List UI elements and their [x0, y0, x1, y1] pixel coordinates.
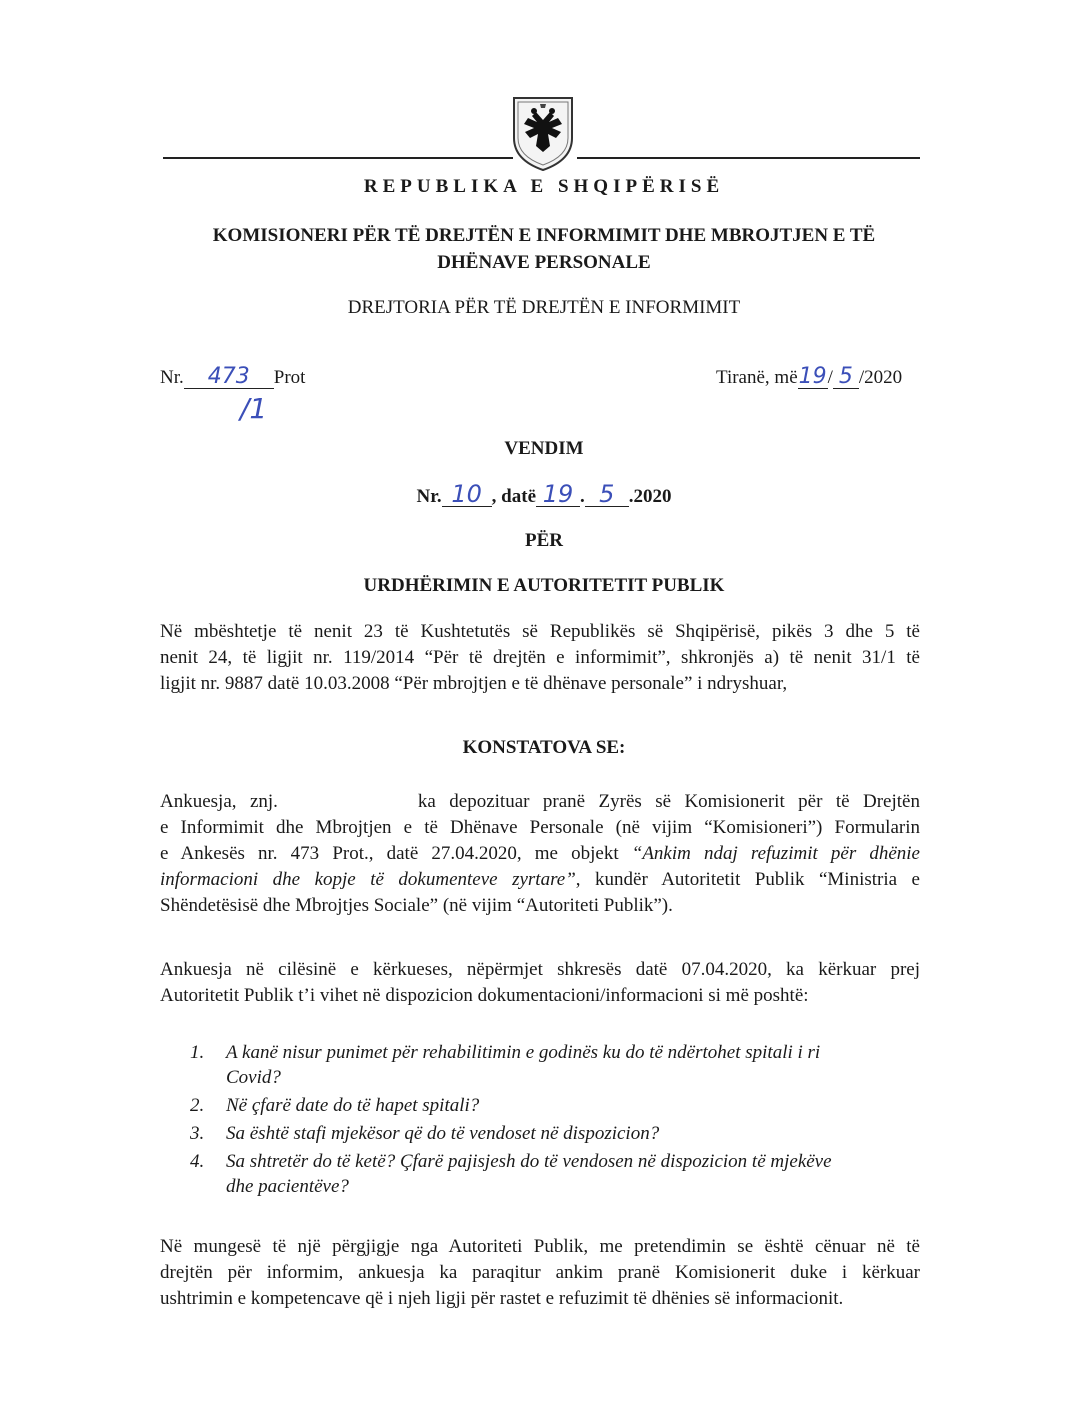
- preamble-line: Në mbështetje të nenit 23 të Kushtetutës së Republikës së Shqipërisë, pikës 3 dhe 5 të: [160, 621, 920, 642]
- place-date: Tiranë, më19/ 5 /2020: [716, 364, 903, 389]
- complaint-line: e Informimit dhe Mbrojtjen e të Dhënave Personale (në vijim “Komisioneri”) Formularin: [160, 817, 920, 838]
- institution-name-line2: DHËNAVE PERSONALE: [437, 252, 651, 273]
- decision-per: PËR: [525, 530, 563, 551]
- list-item: 2. Në çfarë date do të hapet spitali?: [190, 1095, 480, 1116]
- header-rule-left: [163, 157, 513, 159]
- decision-nr-handwritten: 10: [442, 482, 492, 507]
- appeal-line: drejtën për informim, ankuesja ka paraqitur ankim pranë Komisionerit duke i kërkuar: [160, 1262, 920, 1283]
- findings-title: KONSTATOVA SE:: [462, 737, 626, 758]
- appeal-line: ushtrimin e kompetencave që i njeh ligji për rastet e refuzimit të dhënies së informacionit.: [160, 1288, 844, 1309]
- country-title: REPUBLIKA E SHQIPËRISË: [363, 176, 725, 197]
- protocol-nr-label: Nr.: [160, 367, 184, 388]
- preamble-line: ligjit nr. 9887 datë 10.03.2008 “Për mbrojtjen e të dhënave personale” i ndryshuar,: [160, 673, 788, 694]
- complaint-paragraph: [160, 789, 920, 919]
- protocol-sub-handwritten: /1: [240, 392, 268, 425]
- preamble-paragraph: [160, 619, 920, 697]
- decision-title: VENDIM: [504, 438, 584, 459]
- decision-month-handwritten: 5: [585, 482, 629, 507]
- directorate-name: DREJTORIA PËR TË DREJTËN E INFORMIMIT: [347, 297, 741, 318]
- complaint-line: e Ankesës nr. 473 Prot., datë 27.04.2020, me objekt “Ankim ndaj refuzimit për dhënie: [160, 843, 920, 864]
- decision-nr-label: Nr.: [416, 486, 442, 507]
- decision-number-date: Nr. 10 , datë 19 . 5 .2020: [416, 480, 672, 508]
- institution-name-line1: KOMISIONERI PËR TË DREJTËN E INFORMIMIT DHE MBROJTJEN E TË: [212, 225, 876, 246]
- question-list: [190, 1040, 920, 1202]
- protocol-prot-label: Prot: [273, 367, 306, 388]
- protocol-number: [160, 366, 305, 389]
- decision-day-handwritten: 19: [536, 482, 580, 507]
- complaint-line: Ankuesja, znj. ka depozituar pranë Zyrës së Komisionerit për të Drejtën: [160, 791, 920, 812]
- decision-date-label: , datë: [491, 486, 536, 507]
- list-item: 3. Sa është stafi mjekësor që do të vendoset në dispozicion?: [190, 1123, 660, 1144]
- place-label: Tiranë, më: [716, 367, 798, 388]
- date-day-handwritten: 19: [798, 364, 827, 389]
- eagle-shield-icon: [510, 94, 576, 172]
- list-item: 1. A kanë nisur punimet për rehabilitimin e godinës ku do të ndërtohet spitali i ri Covid?: [190, 1042, 821, 1088]
- appeal-paragraph: [160, 1234, 920, 1312]
- list-item: 4. Sa shtretër do të ketë? Çfarë pajisjesh do të vendosen në dispozicion të mjekëve dhe pacientëve?: [190, 1151, 832, 1197]
- complaint-line: informacioni dhe kopje të dokumenteve zyrtare”, kundër Autoritetit Publik “Ministria e: [160, 869, 920, 890]
- coat-of-arms-emblem: [510, 94, 576, 172]
- request-line: Ankuesja në cilësinë e kërkueses, nëpërmjet shkresës datë 07.04.2020, ka kërkuar prej: [160, 959, 920, 980]
- request-line: Autoritetit Publik t’i vihet në dispozicion dokumentacioni/informacioni si më poshtë:: [160, 985, 809, 1006]
- preamble-line: nenit 24, të ligjit nr. 119/2014 “Për të drejtën e informimit”, shkronjës a) të nenit 31/1 të: [160, 647, 920, 668]
- date-year: /2020: [858, 367, 903, 388]
- request-paragraph: [160, 957, 920, 1009]
- complaint-line: Shëndetësisë dhe Mbrojtjes Sociale” (në vijim “Autoriteti Publik”).: [160, 895, 673, 916]
- appeal-line: Në mungesë të një përgjigje nga Autoriteti Publik, me pretendimin se është cënuar në të: [160, 1236, 920, 1257]
- date-month-handwritten: 5: [833, 366, 859, 389]
- protocol-nr-handwritten: 473: [184, 366, 274, 389]
- decision-year: .2020: [628, 486, 672, 507]
- decision-subject: URDHËRIMIN E AUTORITETIT PUBLIK: [363, 575, 725, 596]
- header-rule-right: [577, 157, 920, 159]
